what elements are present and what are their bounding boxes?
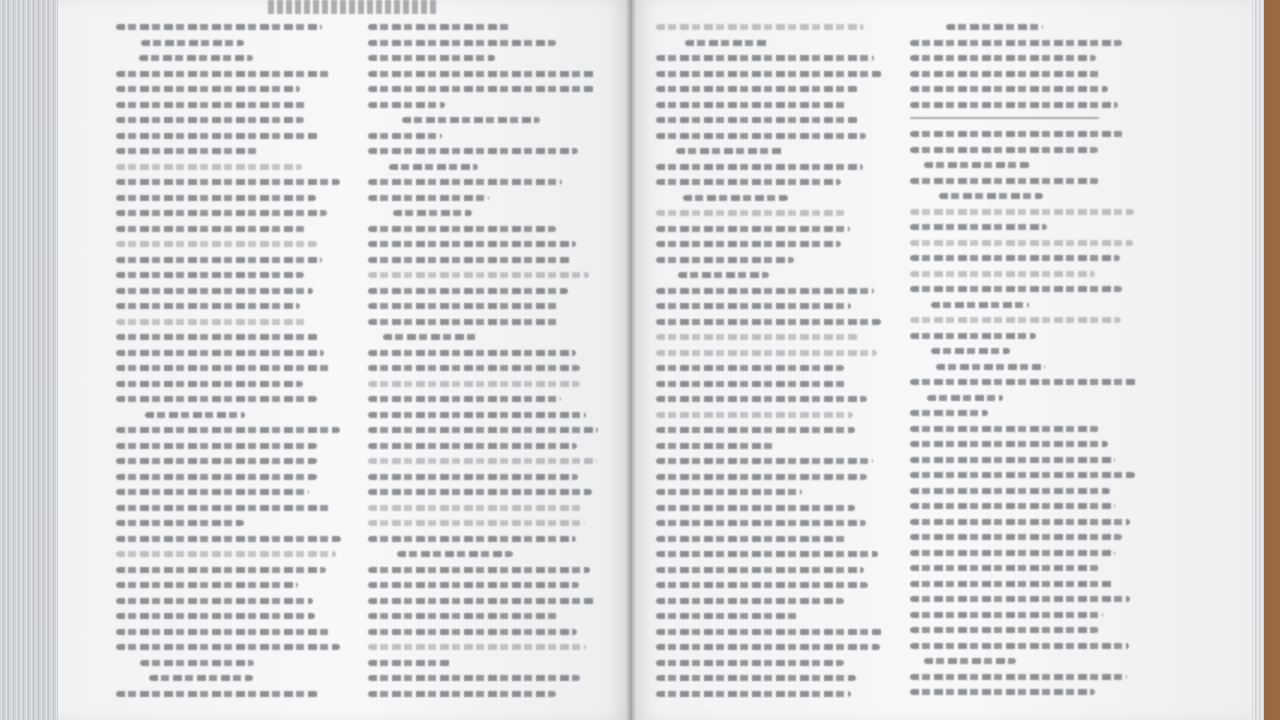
text-line: [389, 164, 478, 170]
text-line: [368, 303, 559, 309]
text-line: [656, 210, 845, 216]
text-line: [656, 365, 844, 371]
text-line: [116, 520, 244, 526]
text-line: [368, 24, 512, 30]
text-line: [402, 117, 540, 123]
text-line: [116, 195, 316, 201]
text-line: [910, 317, 1121, 323]
text-line: [656, 303, 851, 309]
text-line: [383, 334, 478, 340]
text-line: [910, 457, 1115, 463]
text-line: [910, 612, 1103, 618]
text-line: [116, 241, 317, 247]
text-line: [368, 55, 495, 61]
text-line: [910, 255, 1120, 261]
text-line: [656, 427, 855, 433]
text-line: [656, 505, 855, 511]
text-line: [656, 334, 858, 340]
text-line: [656, 133, 866, 139]
text-line: [116, 427, 340, 433]
text-line: [656, 288, 874, 294]
text-line: [910, 503, 1115, 509]
text-line: [910, 550, 1115, 556]
text-line: [910, 71, 1101, 77]
text-line: [656, 117, 859, 123]
text-line: [683, 195, 789, 201]
text-line: [368, 505, 581, 511]
text-line: [656, 613, 799, 619]
text-line: [910, 40, 1122, 46]
text-line: [149, 675, 253, 681]
text-line: [910, 86, 1108, 92]
text-line: [368, 102, 445, 108]
running-head: [268, 0, 438, 14]
text-line: [368, 350, 576, 356]
text-line: [656, 520, 866, 526]
text-line: [368, 660, 452, 666]
text-line: [910, 333, 1036, 339]
text-line: [116, 71, 332, 77]
text-line: [116, 334, 318, 340]
text-line: [116, 613, 315, 619]
text-line: [910, 240, 1133, 246]
text-line: [368, 288, 568, 294]
text-line: [368, 86, 594, 92]
text-line: [656, 458, 873, 464]
text-line: [368, 241, 576, 247]
text-line: [368, 644, 586, 650]
text-line: [368, 71, 596, 77]
text-line: [927, 395, 1003, 401]
text-line: [368, 536, 576, 542]
text-line: [656, 257, 794, 263]
text-line: [656, 241, 841, 247]
text-line: [910, 519, 1130, 525]
text-line: [931, 348, 1010, 354]
text-line: [368, 396, 561, 402]
text-line: [656, 102, 848, 108]
book-gutter: [626, 0, 636, 720]
text-line: [656, 598, 844, 604]
text-line: [139, 55, 253, 61]
text-line: [656, 567, 864, 573]
text-line: [116, 489, 309, 495]
text-line: [116, 644, 340, 650]
text-line: [910, 472, 1135, 478]
text-line: [116, 210, 327, 216]
text-line: [116, 272, 304, 278]
text-line: [910, 131, 1124, 137]
text-line: [910, 117, 1099, 119]
text-line: [910, 581, 1113, 587]
text-line: [116, 551, 336, 557]
text-line: [656, 629, 883, 635]
text-line: [368, 458, 597, 464]
text-line: [116, 443, 317, 449]
text-line: [368, 567, 590, 573]
text-line: [910, 410, 988, 416]
text-line: [116, 179, 340, 185]
text-line: [368, 133, 442, 139]
text-line: [910, 441, 1108, 447]
text-line: [910, 379, 1137, 385]
text-line: [685, 40, 769, 46]
text-line: [910, 426, 1099, 432]
text-line: [656, 381, 846, 387]
text-line: [368, 226, 556, 232]
text-line: [368, 582, 579, 588]
text-line: [656, 675, 856, 681]
text-line: [368, 148, 578, 154]
text-line: [368, 675, 580, 681]
text-line: [116, 567, 326, 573]
text-line: [116, 629, 330, 635]
text-line: [116, 350, 324, 356]
text-line: [656, 71, 882, 77]
text-line: [116, 505, 330, 511]
text-line: [116, 24, 322, 30]
text-column-1: [116, 24, 342, 720]
text-line: [145, 412, 245, 418]
text-line: [116, 117, 304, 123]
text-line: [910, 689, 1095, 695]
text-line: [910, 271, 1095, 277]
text-line: [656, 86, 858, 92]
text-line: [116, 691, 318, 697]
text-line: [910, 534, 1122, 540]
text-line: [656, 536, 846, 542]
text-line: [140, 660, 254, 666]
text-line: [116, 148, 258, 154]
text-line: [656, 164, 863, 170]
text-line: [368, 489, 592, 495]
text-line: [910, 286, 1122, 292]
text-line: [656, 226, 850, 232]
text-line: [678, 272, 769, 278]
text-line: [116, 102, 307, 108]
text-line: [368, 629, 577, 635]
text-line: [368, 598, 596, 604]
text-line: [910, 627, 1099, 633]
text-line: [910, 596, 1130, 602]
text-line: [939, 193, 1043, 199]
text-line: [910, 178, 1099, 184]
text-line: [910, 224, 1047, 230]
text-line: [368, 319, 559, 325]
text-line: [924, 162, 1030, 168]
text-line: [656, 660, 844, 666]
text-line: [116, 536, 341, 542]
text-line: [116, 86, 300, 92]
text-line: [676, 148, 784, 154]
text-line: [116, 133, 319, 139]
text-line: [656, 179, 841, 185]
text-line: [116, 303, 300, 309]
text-line: [946, 24, 1043, 30]
text-line: [368, 195, 489, 201]
text-line: [116, 474, 317, 480]
text-line: [368, 427, 598, 433]
text-column-2: [368, 24, 602, 720]
text-line: [910, 55, 1096, 61]
text-line: [656, 350, 877, 356]
text-line: [368, 179, 562, 185]
text-line: [368, 40, 556, 46]
text-line: [924, 658, 1016, 664]
text-line: [656, 24, 864, 30]
text-line: [116, 226, 305, 232]
text-line: [368, 412, 586, 418]
text-line: [656, 412, 853, 418]
text-line: [656, 691, 851, 697]
text-line: [368, 613, 558, 619]
text-line: [910, 565, 1099, 571]
text-line: [368, 691, 556, 697]
text-line: [116, 598, 313, 604]
text-line: [116, 319, 308, 325]
text-line: [368, 520, 585, 526]
text-column-3: [656, 24, 886, 720]
text-line: [116, 582, 298, 588]
text-line: [656, 474, 867, 480]
text-line: [368, 474, 578, 480]
text-line: [910, 488, 1110, 494]
text-line: [910, 643, 1129, 649]
text-line: [656, 319, 881, 325]
text-line: [656, 644, 880, 650]
text-line: [931, 302, 1030, 308]
text-line: [116, 396, 317, 402]
text-line: [910, 147, 1098, 153]
text-line: [656, 55, 874, 61]
text-line: [116, 365, 331, 371]
text-line: [656, 396, 867, 402]
text-line: [936, 364, 1045, 370]
text-line: [141, 40, 244, 46]
text-line: [656, 582, 868, 588]
text-line: [656, 443, 775, 449]
text-line: [116, 381, 303, 387]
text-column-4: [910, 24, 1140, 720]
text-line: [656, 489, 802, 495]
text-line: [910, 674, 1127, 680]
right-page-edges: [1252, 0, 1264, 720]
text-line: [368, 381, 580, 387]
text-line: [910, 102, 1118, 108]
text-line: [116, 288, 313, 294]
text-line: [116, 257, 322, 263]
text-line: [368, 257, 571, 263]
text-line: [116, 164, 302, 170]
text-line: [397, 551, 513, 557]
text-line: [393, 210, 472, 216]
text-line: [910, 209, 1134, 215]
text-line: [368, 272, 589, 278]
text-line: [116, 458, 317, 464]
text-line: [368, 443, 577, 449]
text-line: [368, 365, 580, 371]
text-line: [656, 551, 878, 557]
